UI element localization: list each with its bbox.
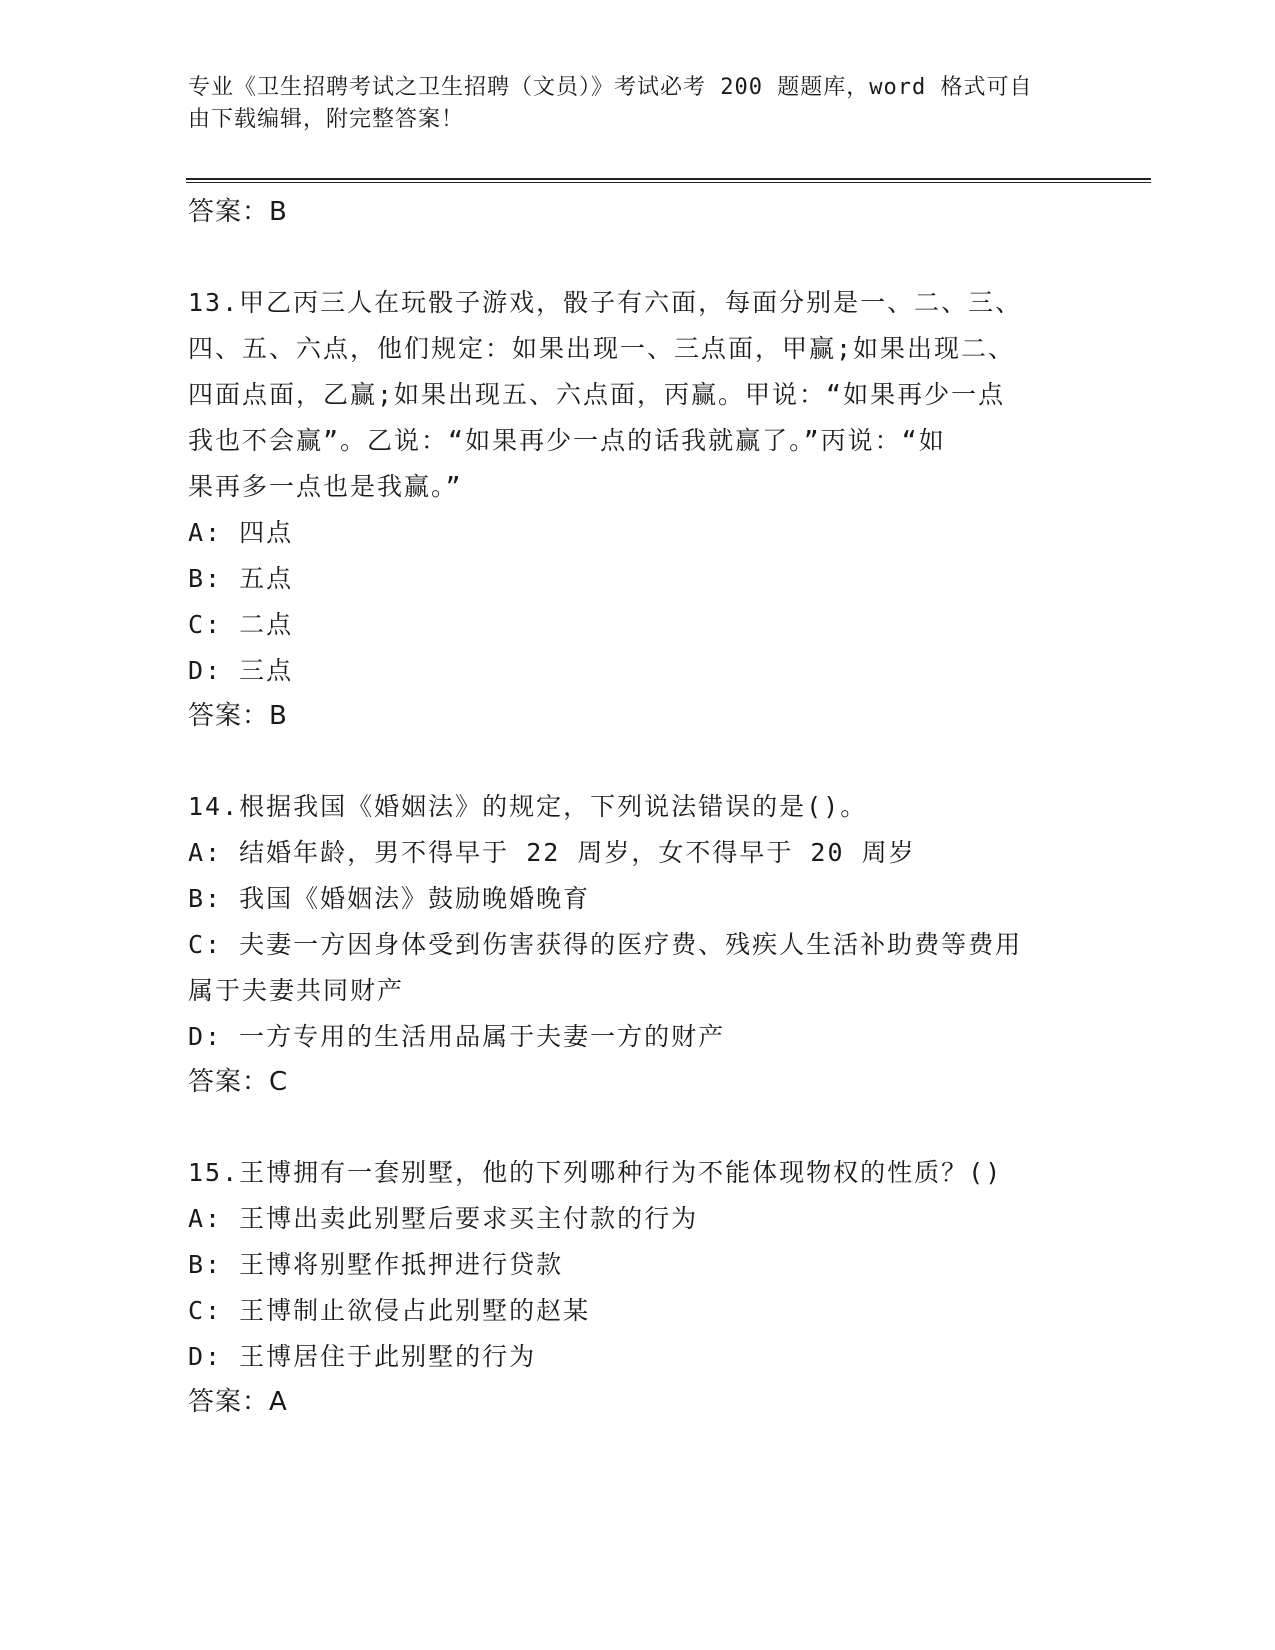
question-13-line-2: 四、五、六点，他们规定：如果出现一、三点面，甲赢;如果出现二、 — [188, 334, 1016, 363]
question-15-line-1: 15.王博拥有一套别墅，他的下列哪种行为不能体现物权的性质？() — [188, 1158, 1003, 1187]
question-14-option-d — [188, 1014, 1088, 1060]
question-14 — [188, 784, 1088, 1104]
question-14-option-c — [188, 922, 1088, 968]
option-letter: A: — [188, 1204, 223, 1233]
question-15-option-b — [188, 1242, 1088, 1288]
option-text: 夫妻一方因身体受到伤害获得的医疗费、残疾人生活补助费等费用 — [239, 930, 1023, 959]
option-letter: C: — [188, 610, 223, 639]
question-13-line-3: 四面点面，乙赢;如果出现五、六点面，丙赢。甲说：“如果再少一点 — [188, 380, 1006, 409]
question-15-option-d — [188, 1334, 1088, 1380]
header-line-2: 由下载编辑，附完整答案！ — [188, 107, 465, 132]
header-line-1: 专业《卫生招聘考试之卫生招聘（文员）》考试必考 200 题题库，word 格式可自 — [188, 75, 1033, 100]
section-gap — [188, 234, 1088, 280]
question-13-line-4: 我也不会赢”。乙说：“如果再少一点的话我就赢了。”丙说：“如 — [188, 426, 946, 455]
option-letter: D: — [188, 656, 223, 685]
option-letter: B: — [188, 1250, 223, 1279]
question-15-answer: 答案：A — [188, 1387, 288, 1417]
option-letter: D: — [188, 1342, 223, 1371]
question-14-option-a — [188, 830, 1088, 876]
section-gap — [188, 738, 1088, 784]
question-15 — [188, 1150, 1088, 1424]
option-letter: C: — [188, 1296, 223, 1325]
question-14-option-c-continued: 属于夫妻共同财产 — [188, 976, 405, 1005]
option-letter: A: — [188, 838, 223, 867]
option-text: 四点 — [239, 518, 294, 547]
question-13-line-5: 果再多一点也是我赢。” — [188, 472, 463, 501]
option-text: 五点 — [239, 564, 294, 593]
option-text: 结婚年龄，男不得早于 22 周岁，女不得早于 20 周岁 — [239, 838, 916, 867]
option-text: 一方专用的生活用品属于夫妻一方的财产 — [239, 1022, 726, 1051]
section-gap — [188, 1104, 1088, 1150]
option-letter: A: — [188, 518, 223, 547]
question-15-option-c — [188, 1288, 1088, 1334]
question-13 — [188, 280, 1088, 738]
question-list — [188, 190, 1088, 1424]
option-letter: C: — [188, 930, 223, 959]
document-header — [188, 72, 1068, 136]
question-14-option-b — [188, 876, 1088, 922]
answer-prev: 答案：B — [188, 197, 288, 227]
question-13-option-a — [188, 510, 1088, 556]
question-14-answer: 答案：C — [188, 1067, 289, 1097]
question-13-option-c — [188, 602, 1088, 648]
option-letter: D: — [188, 1022, 223, 1051]
question-14-line-1: 14.根据我国《婚姻法》的规定，下列说法错误的是()。 — [188, 792, 868, 821]
option-text: 王博居住于此别墅的行为 — [239, 1342, 537, 1371]
question-13-option-d — [188, 648, 1088, 694]
option-text: 王博出卖此别墅后要求买主付款的行为 — [239, 1204, 699, 1233]
option-text: 三点 — [239, 656, 294, 685]
option-text: 王博制止欲侵占此别墅的赵某 — [239, 1296, 591, 1325]
option-letter: B: — [188, 564, 223, 593]
option-text: 二点 — [239, 610, 294, 639]
question-13-option-b — [188, 556, 1088, 602]
header-divider — [186, 178, 1151, 183]
option-text: 我国《婚姻法》鼓励晚婚晚育 — [239, 884, 591, 913]
question-13-line-1: 13.甲乙丙三人在玩骰子游戏，骰子有六面，每面分别是一、二、三、 — [188, 288, 1023, 317]
option-letter: B: — [188, 884, 223, 913]
question-13-answer: 答案：B — [188, 701, 288, 731]
option-text: 王博将别墅作抵押进行贷款 — [239, 1250, 564, 1279]
question-15-option-a — [188, 1196, 1088, 1242]
